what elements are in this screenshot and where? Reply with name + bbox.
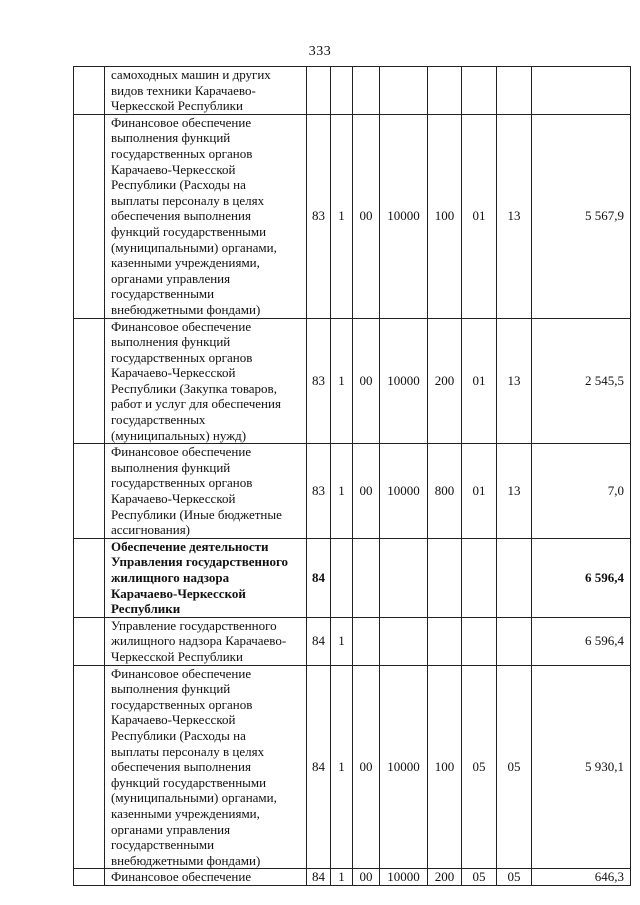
row-name: Управление государственного жилищного надзора Карачаево- Черкесской Республики	[111, 617, 287, 664]
code-subprogram: 00	[359, 869, 373, 885]
amount-cell	[532, 114, 631, 318]
row-name: самоходных машин и других видов техники Карачаево- Черкесской Республики	[111, 67, 271, 114]
code-program-cell	[331, 67, 353, 115]
code-expense-type-cell	[428, 67, 462, 115]
code-expense-type-cell	[428, 114, 462, 318]
code-ved: 84	[312, 570, 325, 585]
amount-cell	[532, 665, 631, 869]
code-subprogram-cell	[353, 114, 380, 318]
code-program-cell	[331, 665, 353, 869]
code-subsection: 13	[507, 483, 521, 499]
code-subsection-cell	[497, 538, 532, 617]
row-name-cell	[105, 67, 307, 115]
code-program-cell	[331, 617, 353, 665]
code-program: 1	[338, 208, 345, 224]
code-section-cell	[462, 538, 497, 617]
row-name: Финансовое обеспечение выполнения функций государственных органов Карачаево-Черкесской Республики (Иные бюджетные ассигнования)	[111, 444, 282, 538]
code-section-cell	[462, 318, 497, 444]
code-program: 1	[338, 373, 345, 389]
code-program: 1	[338, 483, 345, 499]
row-name-cell	[105, 538, 307, 617]
code-subsection: 05	[507, 869, 521, 885]
code-ved: 84	[312, 633, 325, 649]
code-direction-cell	[380, 617, 428, 665]
code-section-cell	[462, 67, 497, 115]
budget-table	[73, 66, 631, 886]
code-ved: 84	[312, 869, 325, 885]
code-subprogram: 00	[359, 373, 373, 389]
code-direction: 10000	[387, 869, 420, 885]
amount-cell	[532, 617, 631, 665]
table-body	[74, 67, 631, 886]
row-name-cell	[105, 318, 307, 444]
code-expense-type-cell	[428, 869, 462, 886]
amount-cell	[532, 869, 631, 886]
table-row	[74, 617, 631, 665]
amount-cell	[532, 538, 631, 617]
code-ved-cell	[307, 617, 331, 665]
amount: 2 545,5	[585, 373, 624, 389]
code-ved: 84	[312, 759, 325, 775]
code-direction-cell	[380, 444, 428, 539]
code-subprogram-cell	[353, 318, 380, 444]
table-row	[74, 318, 631, 444]
amount: 6 596,4	[585, 570, 624, 585]
code-section-cell	[462, 665, 497, 869]
code-ved: 83	[312, 373, 325, 389]
blank-cell-cell	[74, 444, 105, 539]
code-program: 1	[338, 759, 345, 775]
code-section: 01	[472, 483, 486, 499]
code-subprogram-cell	[353, 869, 380, 886]
code-section-cell	[462, 444, 497, 539]
code-subsection: 05	[507, 759, 521, 775]
blank-cell-cell	[74, 869, 105, 886]
row-name: Финансовое обеспечение выполнения функций государственных органов Карачаево-Черкесской Республики (Расходы на выплаты персоналу в целях обеспечения выполнения функций государственными (муниципальными) органами, казенными учреждениями, органами управления государственными внебюджетными фондами)	[111, 114, 277, 317]
code-section-cell	[462, 869, 497, 886]
table-row	[74, 665, 631, 869]
code-expense-type: 800	[434, 483, 455, 499]
code-expense-type: 100	[434, 759, 455, 775]
code-subsection-cell	[497, 869, 532, 886]
table-row	[74, 538, 631, 617]
blank-cell-cell	[74, 665, 105, 869]
blank-cell-cell	[74, 318, 105, 444]
amount: 5 930,1	[585, 759, 624, 775]
code-ved: 83	[312, 208, 325, 224]
blank-cell-cell	[74, 114, 105, 318]
code-ved-cell	[307, 114, 331, 318]
amount-cell	[532, 318, 631, 444]
amount: 6 596,4	[585, 633, 624, 649]
code-direction-cell	[380, 67, 428, 115]
code-subprogram-cell	[353, 617, 380, 665]
code-subprogram: 00	[359, 483, 373, 499]
amount: 5 567,9	[585, 208, 624, 224]
page-number: 333	[308, 44, 332, 59]
code-expense-type-cell	[428, 665, 462, 869]
code-expense-type: 100	[434, 208, 455, 224]
amount-cell	[532, 444, 631, 539]
row-name: Финансовое обеспечение выполнения функций государственных органов Карачаево-Черкесской Республики (Закупка товаров, работ и услуг для обеспечения государственных (муниципальных) нужд)	[111, 318, 281, 443]
code-direction-cell	[380, 318, 428, 444]
code-direction: 10000	[387, 759, 420, 775]
code-direction-cell	[380, 869, 428, 886]
code-subsection-cell	[497, 67, 532, 115]
code-expense-type-cell	[428, 318, 462, 444]
code-expense-type: 200	[434, 373, 455, 389]
code-subprogram-cell	[353, 538, 380, 617]
row-name-cell	[105, 617, 307, 665]
blank-cell-cell	[74, 67, 105, 115]
row-name-cell	[105, 114, 307, 318]
code-program-cell	[331, 114, 353, 318]
code-direction-cell	[380, 665, 428, 869]
row-name: Обеспечение деятельности Управления государственного жилищного надзора Карачаево-Черкесской Республики	[111, 538, 289, 617]
blank-cell-cell	[74, 538, 105, 617]
code-direction: 10000	[387, 483, 420, 499]
code-subsection-cell	[497, 114, 532, 318]
amount: 7,0	[607, 483, 624, 499]
code-section-cell	[462, 114, 497, 318]
code-program-cell	[331, 538, 353, 617]
code-ved-cell	[307, 444, 331, 539]
code-subsection-cell	[497, 444, 532, 539]
code-section: 01	[472, 373, 486, 389]
row-name: Финансовое обеспечение	[111, 869, 252, 885]
code-section-cell	[462, 617, 497, 665]
code-ved-cell	[307, 318, 331, 444]
code-subprogram: 00	[359, 759, 373, 775]
code-subprogram-cell	[353, 67, 380, 115]
code-program-cell	[331, 869, 353, 886]
code-program: 1	[338, 869, 345, 885]
code-subsection-cell	[497, 617, 532, 665]
code-subsection: 13	[507, 208, 521, 224]
amount-cell	[532, 67, 631, 115]
code-ved-cell	[307, 67, 331, 115]
table-row	[74, 67, 631, 115]
code-expense-type-cell	[428, 538, 462, 617]
code-section: 01	[472, 208, 486, 224]
amount: 646,3	[594, 869, 624, 885]
code-subsection-cell	[497, 318, 532, 444]
code-program-cell	[331, 318, 353, 444]
code-ved-cell	[307, 869, 331, 886]
code-section: 05	[472, 869, 486, 885]
code-subprogram-cell	[353, 444, 380, 539]
code-program-cell	[331, 444, 353, 539]
table-row	[74, 444, 631, 539]
code-direction: 10000	[387, 208, 420, 224]
code-expense-type-cell	[428, 444, 462, 539]
code-program: 1	[338, 633, 345, 649]
code-expense-type-cell	[428, 617, 462, 665]
code-direction-cell	[380, 538, 428, 617]
row-name-cell	[105, 665, 307, 869]
code-expense-type: 200	[434, 869, 455, 885]
code-direction: 10000	[387, 373, 420, 389]
row-name-cell	[105, 444, 307, 539]
code-ved-cell	[307, 538, 331, 617]
code-subsection: 13	[507, 373, 521, 389]
table-row	[74, 869, 631, 886]
row-name: Финансовое обеспечение выполнения функций государственных органов Карачаево-Черкесской Республики (Расходы на выплаты персоналу в целях обеспечения выполнения функций государственными (муниципальными) органами, казенными учреждениями, органами управления государственными внебюджетными фондами)	[111, 665, 277, 868]
code-section: 05	[472, 759, 486, 775]
code-ved: 83	[312, 483, 325, 499]
blank-cell-cell	[74, 617, 105, 665]
code-subprogram-cell	[353, 665, 380, 869]
code-subprogram: 00	[359, 208, 373, 224]
code-subsection-cell	[497, 665, 532, 869]
code-ved-cell	[307, 665, 331, 869]
row-name-cell	[105, 869, 307, 886]
table-row	[74, 114, 631, 318]
code-direction-cell	[380, 114, 428, 318]
